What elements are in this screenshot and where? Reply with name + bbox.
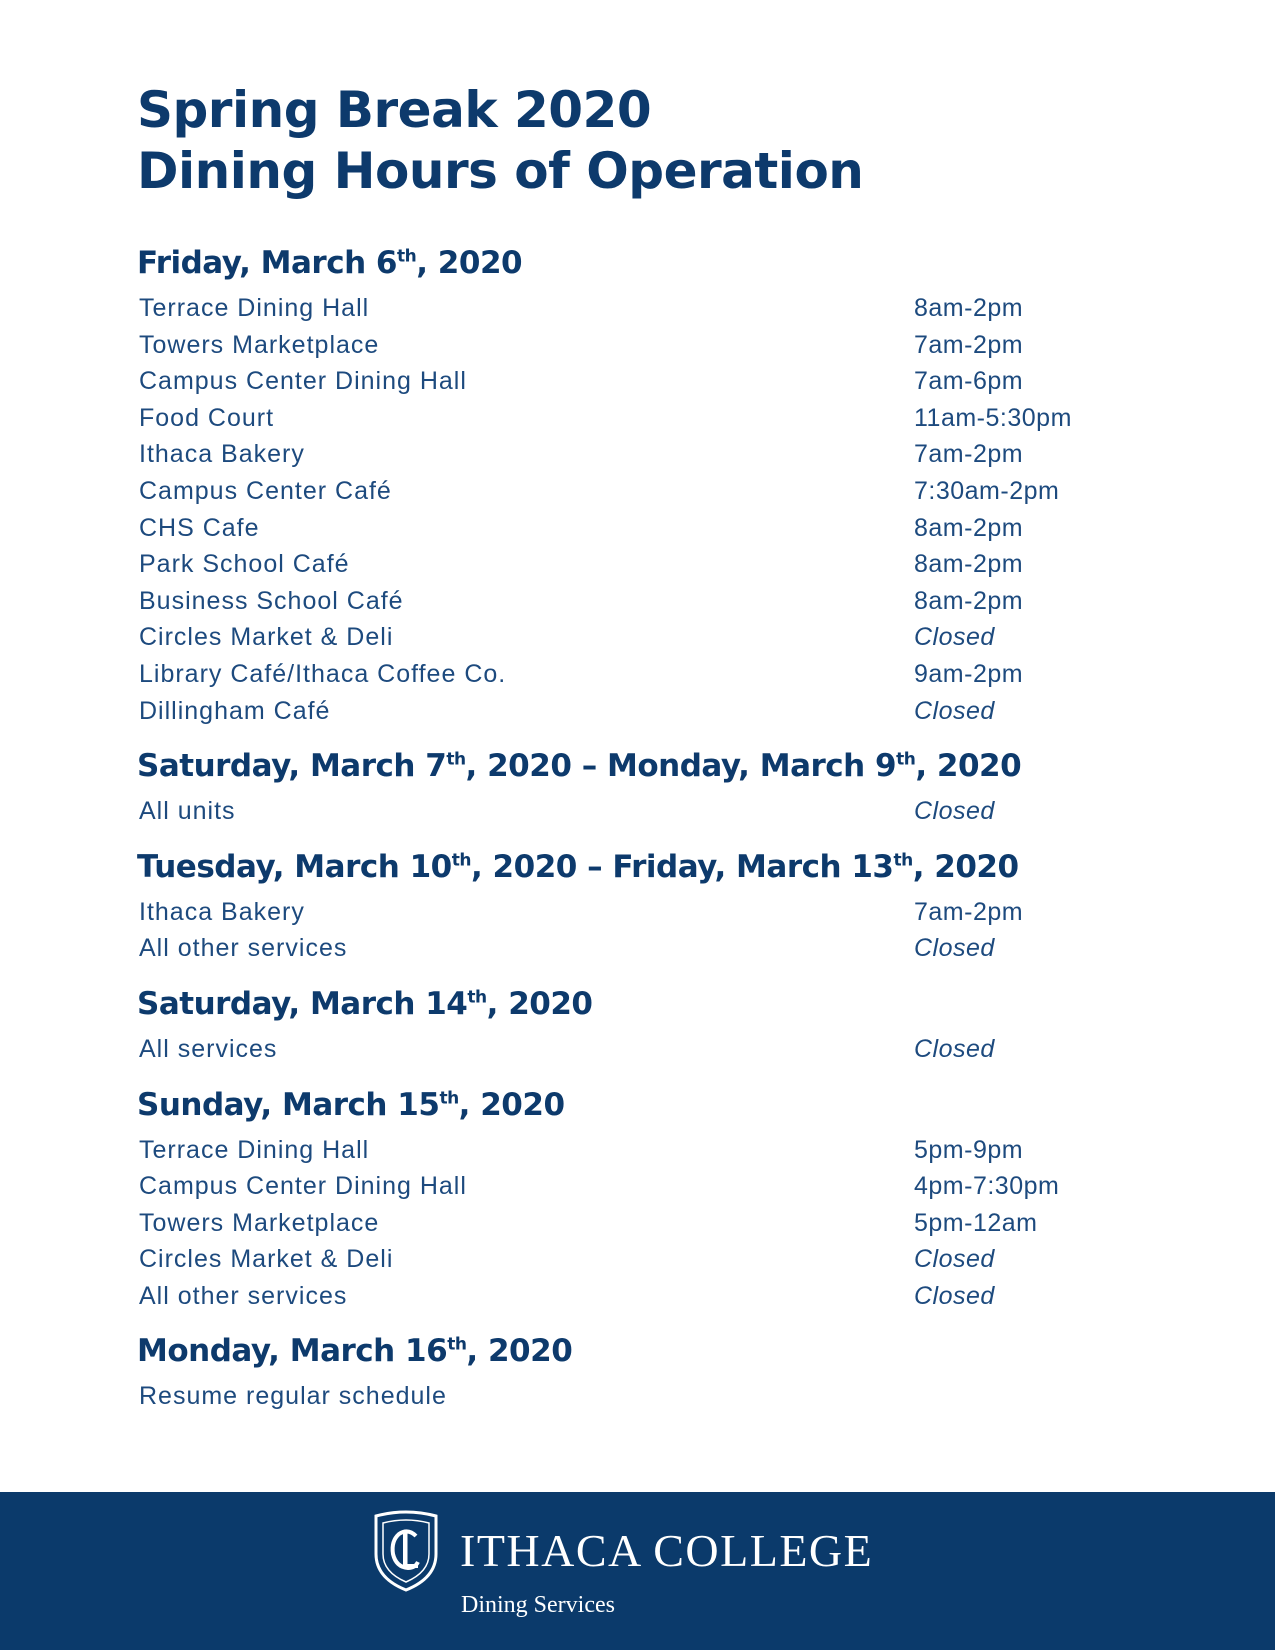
heading-text: Sunday, March 15 (137, 1086, 440, 1123)
venue-name: Terrace Dining Hall (139, 1135, 370, 1164)
venue-name: CHS Cafe (139, 513, 260, 542)
venue-hours: Closed (914, 797, 995, 826)
venue-name: Business School Café (139, 586, 404, 615)
heading-text: , 2020 – Monday, March 9 (465, 748, 897, 785)
venue-name: All units (139, 797, 236, 826)
heading-text: , 2020 (466, 1333, 573, 1370)
schedule-row (137, 1205, 1097, 1242)
section-heading (137, 743, 1097, 789)
heading-text: , 2020 – Friday, March 13 (470, 848, 894, 885)
ordinal-suffix: th (447, 1335, 467, 1356)
section-heading (137, 844, 1097, 890)
venue-hours: Closed (914, 696, 995, 725)
heading-text: Saturday, March 14 (137, 985, 468, 1022)
schedule-row (137, 1278, 1097, 1315)
heading-text: , 2020 (416, 245, 523, 281)
venue-name: Food Court (139, 403, 275, 432)
ordinal-suffix: th (446, 749, 466, 770)
venue-hours: 9am-2pm (914, 659, 1024, 688)
page-title-line-2: Dining Hours of Operation (137, 142, 864, 200)
schedule-row (137, 1378, 1097, 1415)
ordinal-suffix: th (467, 987, 487, 1008)
venue-hours: Closed (914, 623, 995, 652)
ordinal-suffix: th (397, 246, 417, 267)
department-name: Dining Services (461, 1592, 615, 1618)
page-title-line-1: Spring Break 2020 (137, 81, 652, 139)
schedule-section (137, 1082, 1097, 1315)
heading-text: Tuesday, March 10 (137, 848, 452, 885)
venue-name: All other services (139, 934, 348, 963)
ordinal-suffix: th (439, 1088, 459, 1109)
venue-hours: 5pm-12am (914, 1208, 1038, 1237)
schedule-row (137, 510, 1097, 547)
schedule-section (137, 240, 1097, 729)
schedule-row (137, 930, 1097, 967)
venue-name: Circles Market & Deli (139, 1245, 394, 1274)
schedule-section (137, 844, 1097, 967)
schedule-row (137, 400, 1097, 437)
schedule-row (137, 473, 1097, 510)
schedule-row (137, 1168, 1097, 1205)
schedule-row (137, 436, 1097, 473)
section-heading (137, 240, 1097, 286)
schedule-row (137, 894, 1097, 931)
venue-name: Campus Center Dining Hall (139, 1172, 467, 1201)
schedule-row (137, 793, 1097, 830)
venue-name: All other services (139, 1281, 348, 1310)
venue-hours: 8am-2pm (914, 550, 1024, 579)
heading-text: , 2020 (458, 1086, 565, 1123)
venue-name: Ithaca Bakery (139, 897, 305, 926)
venue-name: Dillingham Café (139, 696, 331, 725)
venue-name: Towers Marketplace (139, 330, 380, 359)
ordinal-suffix: th (451, 850, 471, 871)
heading-text: , 2020 (912, 848, 1019, 885)
section-heading (137, 1328, 1097, 1374)
venue-hours: 7am-2pm (914, 440, 1024, 469)
schedule-row (137, 546, 1097, 583)
schedule-row (137, 1241, 1097, 1278)
venue-hours: 7am-6pm (914, 367, 1024, 396)
schedule-section (137, 743, 1097, 830)
schedule-row (137, 693, 1097, 730)
venue-hours: 4pm-7:30pm (914, 1172, 1060, 1201)
venue-name: Terrace Dining Hall (139, 294, 370, 322)
venue-hours: 5pm-9pm (914, 1135, 1024, 1164)
schedule-row (137, 290, 1097, 327)
venue-hours: Closed (914, 1034, 995, 1063)
venue-name: Towers Marketplace (139, 1208, 380, 1237)
schedule-row (137, 1132, 1097, 1169)
section-heading (137, 981, 1097, 1027)
section-heading (137, 1082, 1097, 1128)
venue-hours: Closed (914, 934, 995, 963)
heading-text: Saturday, March 7 (137, 748, 447, 785)
ordinal-suffix: th (896, 749, 916, 770)
schedule-row (137, 619, 1097, 656)
venue-name: All services (139, 1034, 278, 1063)
page-title (137, 80, 863, 202)
venue-name: Park School Café (139, 550, 350, 579)
venue-hours: 8am-2pm (914, 586, 1024, 615)
heading-text: Monday, March 16 (137, 1333, 448, 1370)
venue-hours: 8am-2pm (914, 294, 1024, 322)
venue-name: Ithaca Bakery (139, 440, 305, 469)
heading-text: , 2020 (486, 985, 593, 1022)
footer-banner (0, 1492, 1275, 1650)
heading-text: , 2020 (915, 748, 1022, 785)
venue-hours: 7am-2pm (914, 897, 1024, 926)
schedule-row (137, 327, 1097, 364)
schedule-row (137, 363, 1097, 400)
venue-hours: Closed (914, 1245, 995, 1274)
schedule-row (137, 656, 1097, 693)
hours-schedule (137, 240, 1097, 1429)
venue-name: Campus Center Dining Hall (139, 367, 467, 396)
venue-name: Circles Market & Deli (139, 623, 394, 652)
venue-name: Resume regular schedule (139, 1382, 447, 1411)
schedule-section (137, 1328, 1097, 1415)
college-name: ITHACA COLLEGE (460, 1525, 874, 1576)
venue-name: Library Café/Ithaca Coffee Co. (139, 659, 507, 688)
venue-hours: 7:30am-2pm (914, 476, 1060, 505)
schedule-row (137, 1031, 1097, 1068)
schedule-row (137, 583, 1097, 620)
venue-name: Campus Center Café (139, 476, 392, 505)
ic-shield-seal-icon (372, 1510, 440, 1592)
venue-hours: 7am-2pm (914, 330, 1024, 359)
venue-hours: Closed (914, 1281, 995, 1310)
venue-hours: 11am-5:30pm (914, 403, 1072, 432)
ordinal-suffix: th (893, 850, 913, 871)
schedule-section (137, 981, 1097, 1068)
venue-hours: 8am-2pm (914, 513, 1024, 542)
heading-text: Friday, March 6 (137, 245, 397, 281)
